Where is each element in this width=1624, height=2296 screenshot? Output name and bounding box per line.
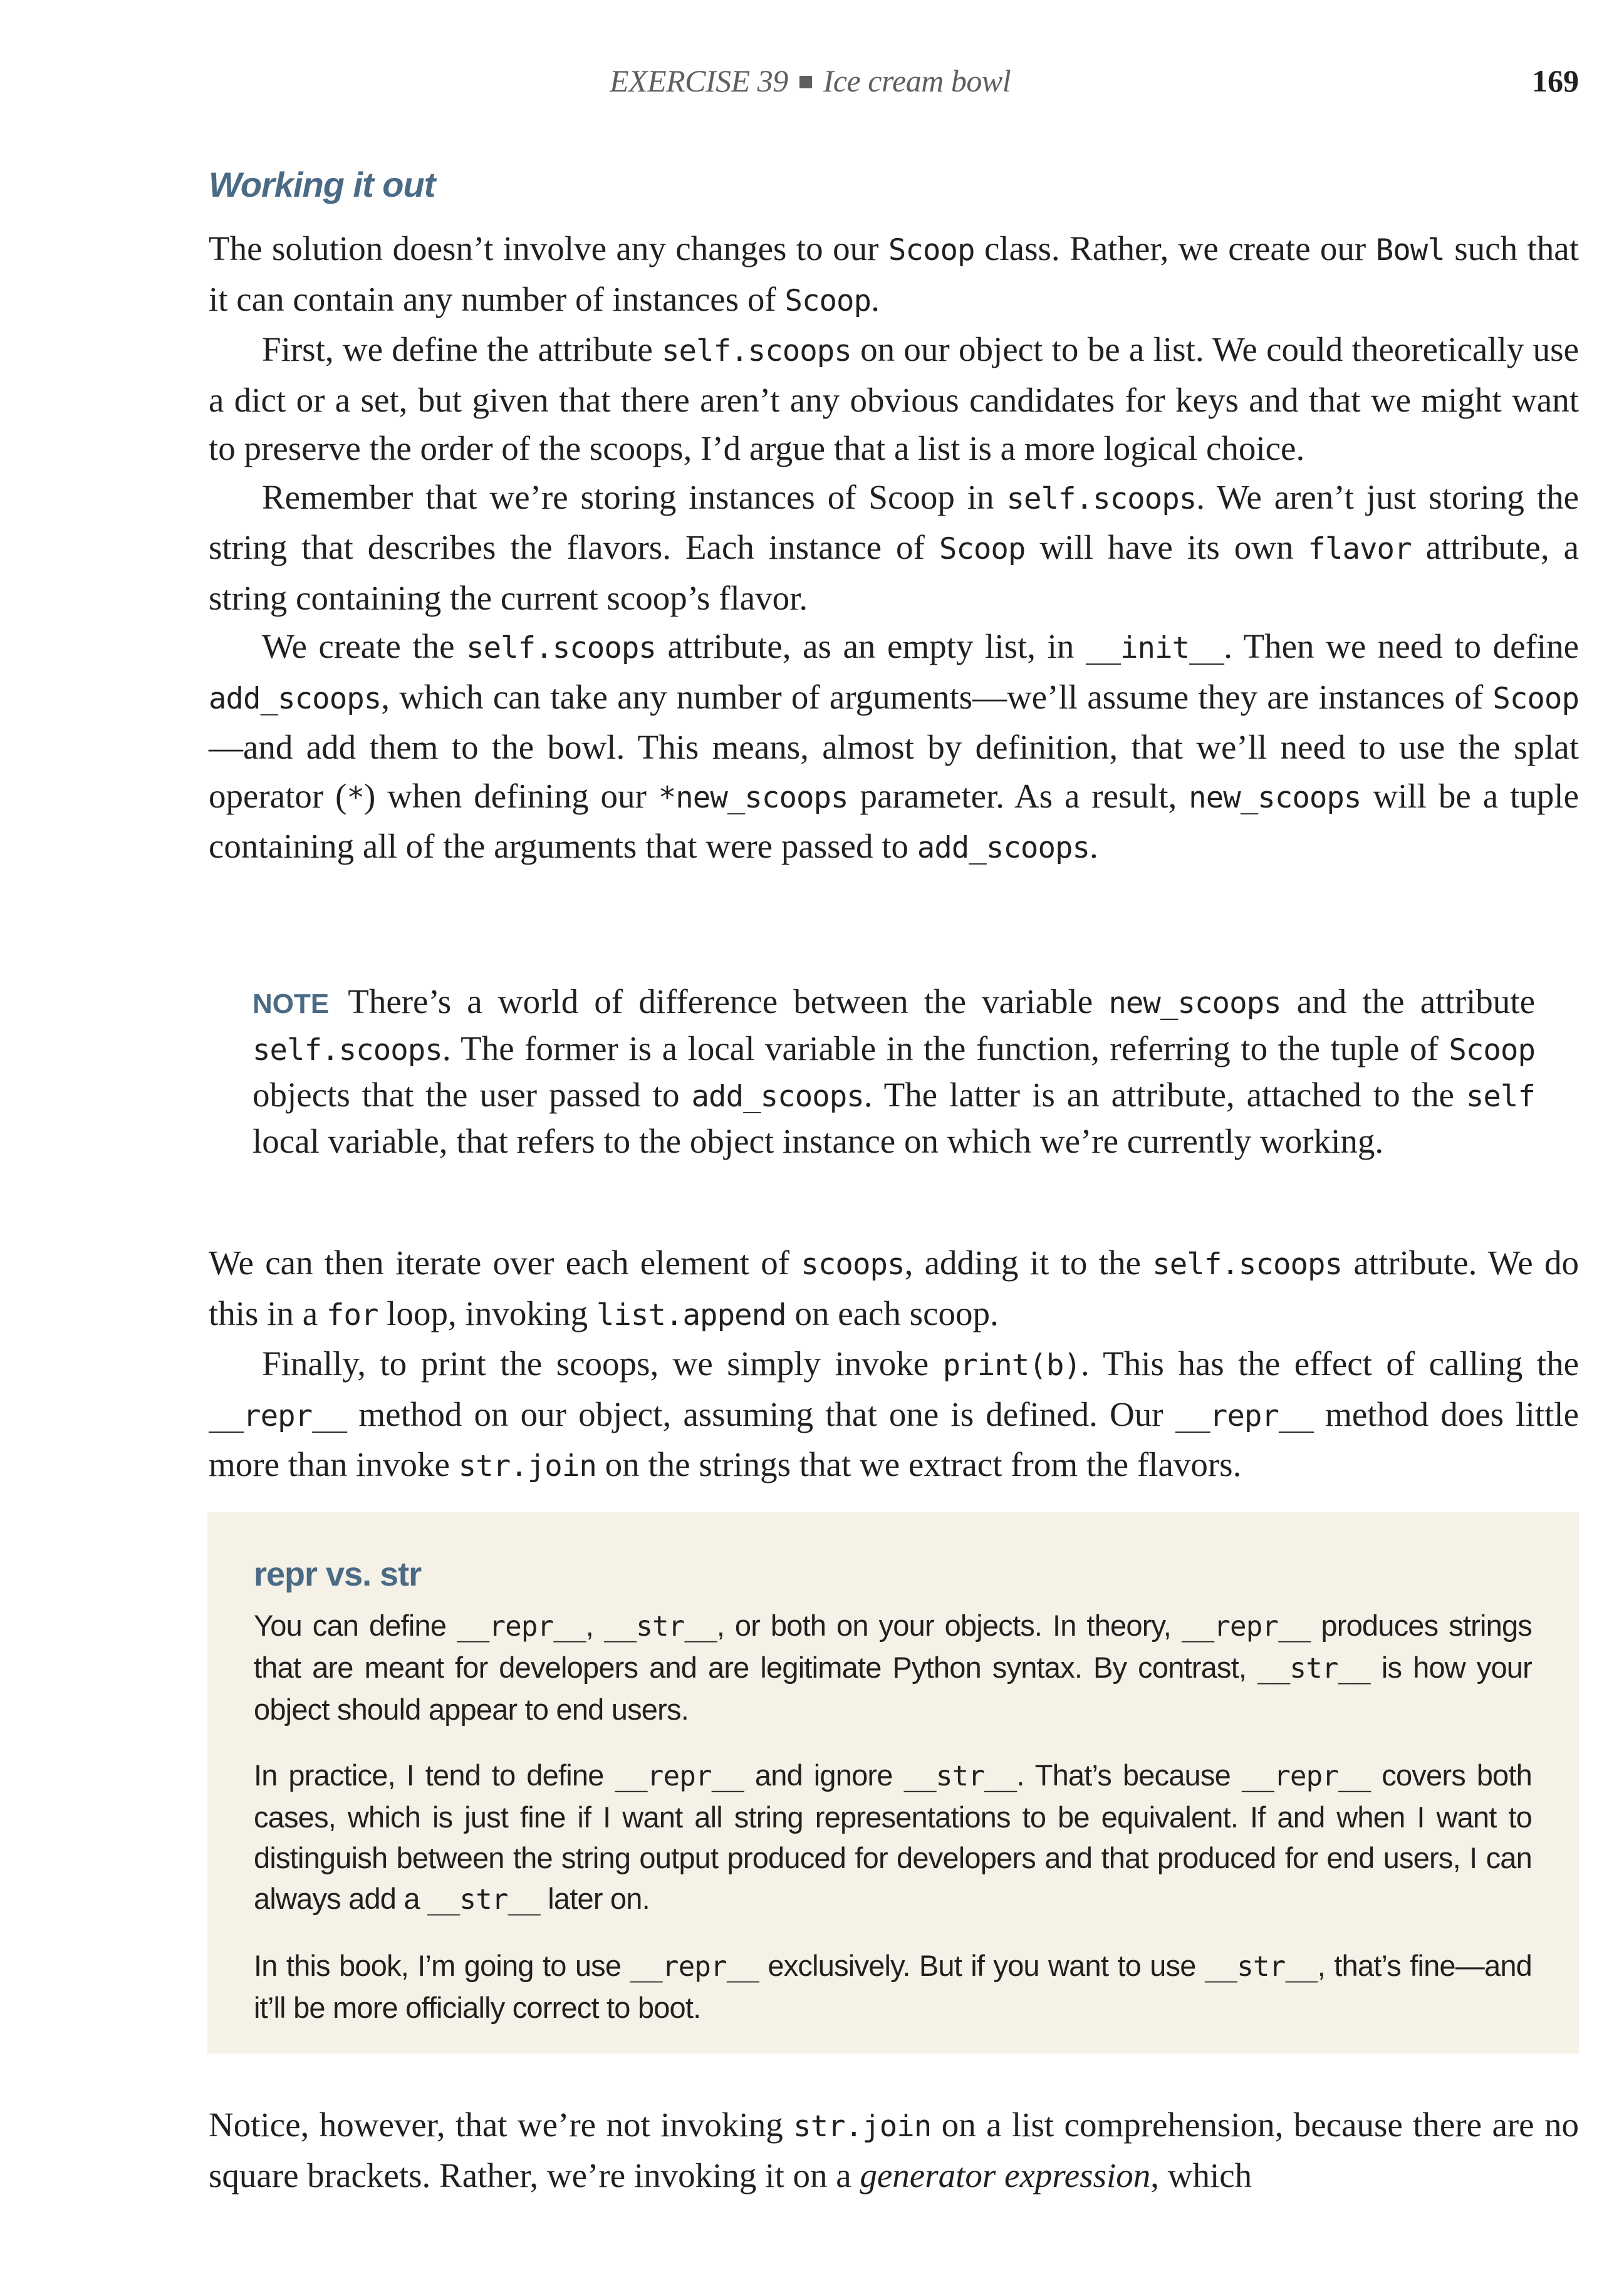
inline-code: for [326, 1297, 378, 1332]
inline-code: add_scoops [209, 681, 382, 716]
paragraph [254, 1755, 1532, 1920]
text-run: attribute, a string containing the current scoop’s flavor. [209, 528, 1579, 617]
text-run: , [585, 1609, 604, 1642]
inline-code: add_scoops [691, 1079, 864, 1114]
paragraph [254, 1605, 1532, 1730]
note-label: NOTE [252, 989, 330, 1019]
text-run: , that’s fine—and it’ll be more officially correct to boot. [254, 1949, 1532, 2024]
inline-code: __init__ [1085, 631, 1224, 665]
text-run: is how your object should appear to end users. [254, 1651, 1532, 1726]
inline-code: __repr__ [209, 1398, 347, 1433]
text-run: such that it can contain any number of instances of [209, 229, 1579, 318]
text-run: attribute, as an empty list, in [655, 627, 1086, 665]
text-run: method on our object, assuming that one is defined. Our [346, 1395, 1175, 1433]
text-run: We create the [262, 627, 467, 665]
paragraph [254, 1945, 1532, 2028]
inline-code: Bowl [1375, 233, 1445, 268]
sidebar-box [207, 1512, 1579, 2054]
inline-code: self.scoops [252, 1033, 442, 1067]
emphasis-text: generator expression [860, 2156, 1151, 2195]
exercise-label: EXERCISE 39 [610, 63, 788, 98]
inline-code: Scoop [784, 283, 872, 318]
text-run: method does little more than invoke [209, 1395, 1579, 1483]
text-run: —and add them to the bowl. This means, almost by definition, that we’ll need to use the splat operator ( [209, 728, 1579, 815]
text-run: on a list comprehension, because there are no square brackets. Rather, we’re invoking it on a [209, 2106, 1579, 2195]
body-text-bottom [209, 2101, 1579, 2200]
inline-code: __repr__ [615, 1760, 744, 1792]
text-run: . The latter is an attribute, attached to the [863, 1076, 1466, 1114]
sidebar-body [254, 1605, 1532, 2053]
inline-code: print(b) [942, 1348, 1081, 1383]
running-head [209, 63, 1579, 106]
text-run: loop, invoking [378, 1294, 596, 1332]
inline-code: str.join [458, 1449, 596, 1483]
text-run: You can define [254, 1609, 457, 1642]
text-run: Remember that we’re storing instances of Scoop in [262, 477, 1007, 516]
paragraph [209, 1239, 1579, 1339]
inline-code: self.scoops [662, 334, 851, 368]
square-bullet-icon [799, 76, 812, 88]
body-text-top [209, 224, 1579, 873]
inline-code: self [1465, 1079, 1535, 1114]
paragraph [209, 473, 1579, 623]
text-run: ) when defining our [364, 776, 658, 815]
paragraph [209, 1339, 1579, 1491]
text-run: , which [1150, 2156, 1252, 2195]
text-run: Finally, to print the scoops, we simply invoke [262, 1344, 943, 1383]
inline-code: self.scoops [1006, 481, 1197, 516]
text-run: will be a tuple containing all of the arguments that were passed to [209, 776, 1580, 865]
inline-code: __str__ [427, 1884, 540, 1916]
text-run: parameter. As a result, [848, 776, 1189, 815]
inline-code: *new_scoops [658, 780, 848, 815]
inline-code: __repr__ [1175, 1398, 1313, 1433]
inline-code: Scoop [1449, 1033, 1535, 1067]
inline-code: new_scoops [1189, 780, 1361, 815]
text-run: In practice, I tend to define [254, 1758, 615, 1792]
text-run: In this book, I’m going to use [254, 1949, 630, 1982]
inline-code: Scoop [939, 532, 1026, 566]
inline-code: new_scoops [1108, 986, 1281, 1021]
text-run: and the attribute [1281, 982, 1535, 1021]
section-heading: Working it out [209, 165, 435, 204]
text-run: , adding it to the [904, 1244, 1153, 1282]
text-run: class. Rather, we create our [974, 229, 1376, 268]
text-run: local variable, that refers to the object instance on which we’re currently working. [252, 1122, 1384, 1160]
inline-code: __str__ [1257, 1653, 1370, 1685]
text-run: on our object to be a list. We could theoretically use a dict or a set, but given that there aren’t any obvious candidates for keys and that we might want to preserve the order of the scoops, I’d argue that a list is a more logical choice. [209, 330, 1579, 467]
text-run: , which can take any number of arguments—we’ll assume they are instances of [381, 677, 1493, 716]
inline-code: add_scoops [917, 831, 1090, 865]
text-run: We can then iterate over each element of [209, 1244, 801, 1282]
text-run: . The former is a local variable in the function, referring to the tuple of [442, 1029, 1449, 1067]
inline-code: str.join [793, 2109, 932, 2144]
page-number: 169 [1532, 63, 1579, 98]
inline-code: * [346, 780, 365, 815]
text-run: , or both on your objects. In theory, [716, 1609, 1182, 1642]
text-run: First, we define the attribute [262, 330, 662, 368]
sidebar-title: repr vs. str [254, 1556, 422, 1593]
inline-code: __repr__ [457, 1611, 586, 1643]
text-run: . Then we need to define [1224, 627, 1579, 665]
inline-code: flavor [1308, 532, 1412, 566]
chapter-title: Ice cream bowl [823, 63, 1011, 98]
text-run: produces strings that are meant for developers and are legitimate Python syntax. By contrast, [254, 1609, 1533, 1684]
text-run: objects that the user passed to [252, 1076, 692, 1114]
inline-code: __repr__ [1181, 1611, 1311, 1643]
inline-code: __str__ [603, 1611, 717, 1643]
text-run: . We aren’t just storing the string that describes the flavors. Each instance of [209, 477, 1579, 566]
text-run: will have its own [1025, 528, 1308, 566]
text-run: on the strings that we extract from the flavors. [596, 1445, 1242, 1483]
inline-code: list.append [596, 1297, 786, 1332]
body-text-middle [209, 1239, 1579, 1491]
text-run: . [871, 279, 880, 318]
note-block [252, 979, 1535, 1163]
inline-code: self.scoops [466, 631, 656, 665]
text-run: covers both cases, which is just fine if I want all string representations to be equivalent. If and when I want to distinguish between the string output produced for developers and that produced for end users, I can always add a [254, 1758, 1532, 1915]
paragraph [209, 224, 1579, 325]
inline-code: __repr__ [1241, 1760, 1371, 1792]
text-run: The solution doesn’t involve any changes to our [209, 229, 888, 268]
inline-code: __str__ [1204, 1951, 1318, 1983]
text-run: and ignore [744, 1758, 904, 1792]
text-run: on each scoop. [786, 1294, 999, 1332]
running-head-title [610, 63, 1011, 99]
text-run: attribute. We do this in a [209, 1244, 1580, 1332]
text-run: exclusively. But if you want to use [759, 1949, 1205, 1982]
text-run: Notice, however, that we’re not invoking [209, 2106, 794, 2144]
text-run: . That’s because [1016, 1758, 1242, 1792]
text-run: . [1090, 827, 1098, 865]
text-run: There’s a world of difference between the variable [348, 982, 1109, 1021]
inline-code: Scoop [888, 233, 975, 268]
paragraph [209, 325, 1579, 473]
inline-code: scoops [801, 1247, 905, 1282]
note-text [252, 982, 1535, 1160]
text-run: . This has the effect of calling the [1080, 1344, 1579, 1383]
paragraph [209, 2101, 1579, 2200]
text-run: later on. [539, 1882, 650, 1915]
inline-code: __repr__ [630, 1951, 759, 1983]
inline-code: __str__ [903, 1760, 1017, 1792]
paragraph [209, 622, 1579, 873]
inline-code: self.scoops [1152, 1247, 1343, 1282]
inline-code: Scoop [1492, 681, 1579, 716]
